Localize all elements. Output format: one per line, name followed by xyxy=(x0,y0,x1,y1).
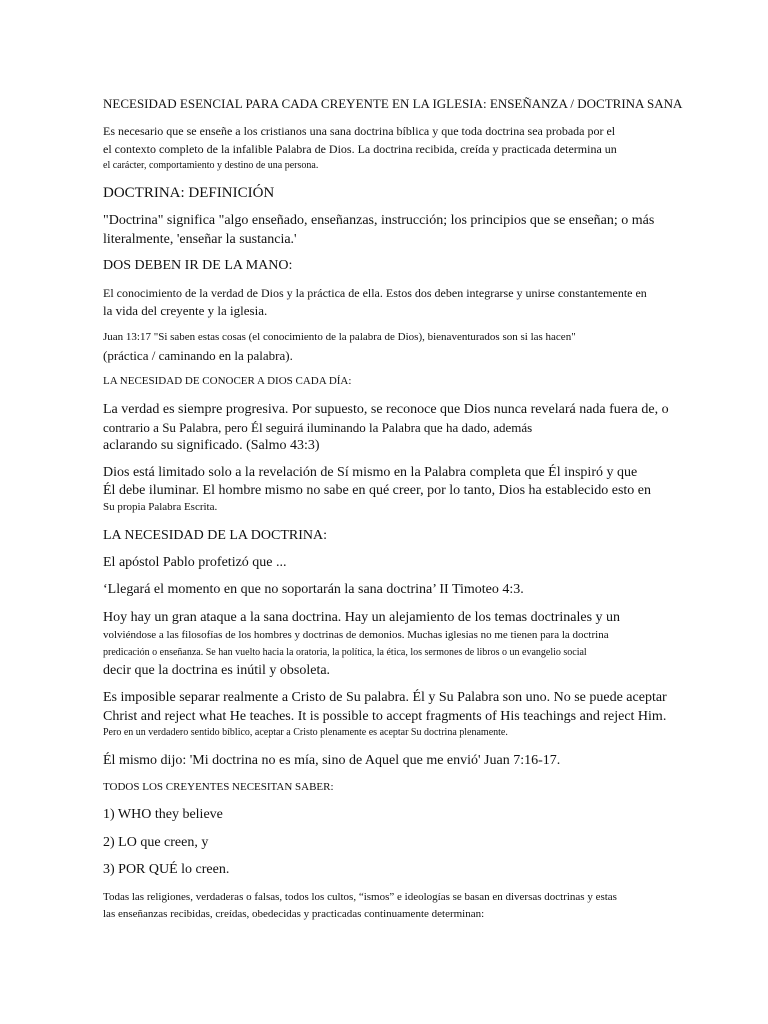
definicion-line: "Doctrina" significa "algo enseñado, enseñanzas, instrucción; los principios que se enseñan; o más xyxy=(103,213,655,228)
religiones-line: Todas las religiones, verdaderas o falsas, todos los cultos, “ismos” e ideologías se basan en diversas doctrinas y estas xyxy=(103,891,617,903)
ataque-line: Hoy hay un gran ataque a la sana doctrina. Hay un alejamiento de los temas doctrinales y un xyxy=(103,610,621,625)
intro-line: Es necesario que se enseñe a los cristianos una sana doctrina bíblica y que toda doctrina sea probada por el xyxy=(103,124,616,138)
ataque-line: predicación o enseñanza. Se han vuelto hacia la oratoria, la política, la ética, los sermones de libros o un evangelio social xyxy=(103,647,587,658)
separar-line: Pero en un verdadero sentido bíblico, aceptar a Cristo plenamente es aceptar Su doctrina plenamente. xyxy=(103,727,508,738)
list-item: 1) WHO they believe xyxy=(103,807,223,822)
heading-conocer: LA NECESIDAD DE CONOCER A DIOS CADA DÍA: xyxy=(103,375,352,387)
list-item: 3) POR QUÉ lo creen. xyxy=(103,862,230,877)
timoteo-line: ‘Llegará el momento en que no soportarán la sana doctrina’ II Timoteo 4:3. xyxy=(103,582,524,597)
verdad-line: La verdad es siempre progresiva. Por supuesto, se reconoce que Dios nunca revelará nada fuera de, o xyxy=(103,402,669,417)
pablo-line: El apóstol Pablo profetizó que ... xyxy=(103,555,287,570)
limitado-line: Él debe iluminar. El hombre mismo no sabe en qué creer, por lo tanto, Dios ha establecido esto en xyxy=(103,483,652,498)
dos-line: El conocimiento de la verdad de Dios y la práctica de ella. Estos dos deben integrarse y unirse constantemente en xyxy=(103,286,647,300)
separar-line: Christ and reject what He teaches. It is possible to accept fragments of His teachings and reject Him. xyxy=(103,709,667,724)
verdad-line: contrario a Su Palabra, pero Él seguirá iluminando la Palabra que ha dado, además xyxy=(103,420,533,435)
limitado-line: Su propia Palabra Escrita. xyxy=(103,501,218,513)
definicion-line: literalmente, 'enseñar la sustancia.' xyxy=(103,232,297,247)
juan-line: Juan 13:17 "Si saben estas cosas (el conocimiento de la palabra de Dios), bienaventurados son si las hacen" xyxy=(103,331,576,343)
separar-line: Es imposible separar realmente a Cristo de Su palabra. Él y Su Palabra son uno. No se puede aceptar xyxy=(103,690,667,705)
heading-definicion: DOCTRINA: DEFINICIÓN xyxy=(103,185,275,201)
juan-line: (práctica / caminando en la palabra). xyxy=(103,348,293,363)
intro-line: el contexto completo de la infalible Palabra de Dios. La doctrina recibida, creída y practicada determina un xyxy=(103,142,617,156)
ataque-line: volviéndose a las filosofías de los hombres y doctrinas de demonios. Muchas iglesias no me tienen para la doctrina xyxy=(103,629,609,641)
dijo-line: Él mismo dijo: 'Mi doctrina no es mía, sino de Aquel que me envió' Juan 7:16-17. xyxy=(103,753,561,768)
religiones-line: las enseñanzas recibidas, creídas, obedecidas y practicadas continuamente determinan: xyxy=(103,908,485,920)
limitado-line: Dios está limitado solo a la revelación de Sí mismo en la Palabra completa que Él inspiró y que xyxy=(103,465,638,480)
heading-saber: TODOS LOS CREYENTES NECESITAN SABER: xyxy=(103,781,334,793)
heading-doctrina: LA NECESIDAD DE LA DOCTRINA: xyxy=(103,528,327,543)
document-title: NECESIDAD ESENCIAL PARA CADA CREYENTE EN LA IGLESIA: ENSEÑANZA / DOCTRINA SANA xyxy=(103,96,683,111)
list-item: 2) LO que creen, y xyxy=(103,835,209,850)
intro-line: el carácter, comportamiento y destino de una persona. xyxy=(103,160,319,171)
heading-dos: DOS DEBEN IR DE LA MANO: xyxy=(103,258,293,273)
dos-line: la vida del creyente y la iglesia. xyxy=(103,303,268,318)
ataque-line: decir que la doctrina es inútil y obsoleta. xyxy=(103,663,331,678)
verdad-line: aclarando su significado. (Salmo 43:3) xyxy=(103,438,320,453)
